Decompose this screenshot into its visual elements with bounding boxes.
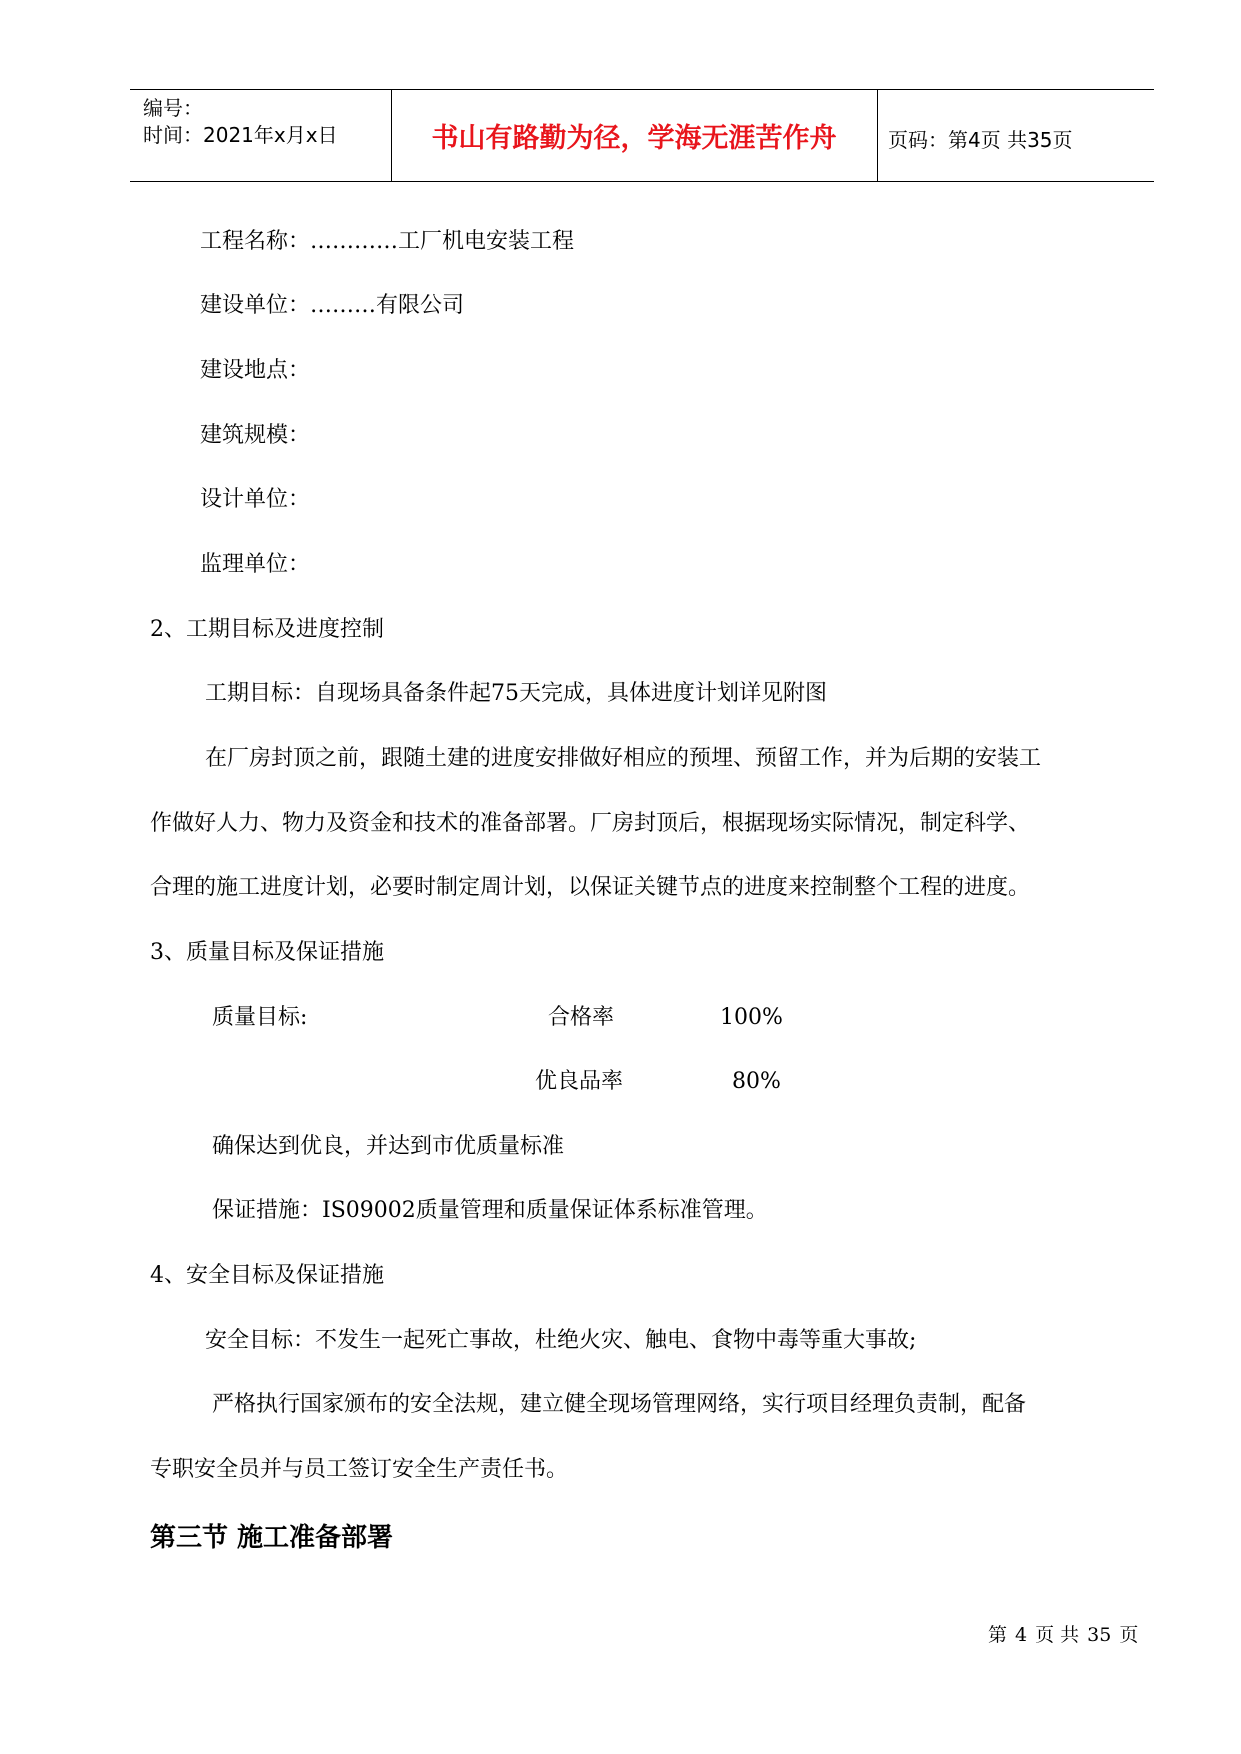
quality-row-value: 100% xyxy=(720,1005,783,1030)
safety-para-line: 专职安全员并与员工签订安全生产责任书。 xyxy=(150,1457,569,1482)
header-time-label: 时间：2021年x月x日 xyxy=(143,123,338,147)
construction-site: 建设地点： xyxy=(200,358,311,383)
footer-prefix: 第 xyxy=(988,1624,1008,1646)
footer-total-pages: 35 xyxy=(1087,1624,1112,1646)
quality-target-label: 质量目标: xyxy=(212,1005,308,1030)
schedule-para-line: 合理的施工进度计划，必要时制定周计划，以保证关键节点的进度来控制整个工程的进度。 xyxy=(150,875,1031,900)
footer-suffix: 页 xyxy=(1119,1624,1139,1646)
header-top-rule xyxy=(130,89,1154,90)
schedule-para-line: 在厂房封顶之前，跟随土建的进度安排做好相应的预埋、预留工作，并为后期的安装工 xyxy=(205,746,1042,771)
page-footer xyxy=(988,1620,1146,1647)
header-motto: 书山有路勤为径，学海无涯苦作舟 xyxy=(431,123,837,154)
quality-measures: 保证措施：IS09002质量管理和质量保证体系标准管理。 xyxy=(212,1198,768,1223)
header-divider-right xyxy=(877,89,878,181)
project-name: 工程名称：…………工厂机电安装工程 xyxy=(200,229,575,254)
header-number-label: 编号： xyxy=(143,96,203,120)
footer-page-number: 4 xyxy=(1015,1624,1028,1646)
footer-mid: 页 共 xyxy=(1035,1624,1080,1646)
schedule-para-line: 作做好人力、物力及资金和技术的准备部署。厂房封顶后，根据现场实际情况，制定科学、 xyxy=(150,811,1031,836)
schedule-target: 工期目标：自现场具备条件起75天完成，具体进度计划详见附图 xyxy=(205,681,827,706)
section-4-title: 4、安全目标及保证措施 xyxy=(150,1263,384,1288)
design-unit: 设计单位： xyxy=(200,487,311,512)
building-scale: 建筑规模： xyxy=(200,423,311,448)
safety-para-line: 严格执行国家颁布的安全法规，建立健全现场管理网络，实行项目经理负责制，配备 xyxy=(212,1392,1027,1417)
section-heading: 第三节 施工准备部署 xyxy=(150,1523,394,1553)
quality-row-value: 80% xyxy=(732,1069,781,1094)
safety-target: 安全目标：不发生一起死亡事故，杜绝火灾、触电、食物中毒等重大事故; xyxy=(205,1328,917,1353)
supervision-unit: 监理单位： xyxy=(200,552,311,577)
section-2-title: 2、工期目标及进度控制 xyxy=(150,617,384,642)
quality-row-name: 优良品率 xyxy=(535,1069,624,1094)
header-bottom-rule xyxy=(130,181,1154,182)
quality-ensure: 确保达到优良，并达到市优质量标准 xyxy=(212,1134,565,1159)
construction-unit: 建设单位：………有限公司 xyxy=(200,293,465,318)
section-3-title: 3、质量目标及保证措施 xyxy=(150,940,384,965)
header-page-label: 页码：第4页 共35页 xyxy=(888,128,1073,152)
quality-row-name: 合格率 xyxy=(548,1005,615,1030)
